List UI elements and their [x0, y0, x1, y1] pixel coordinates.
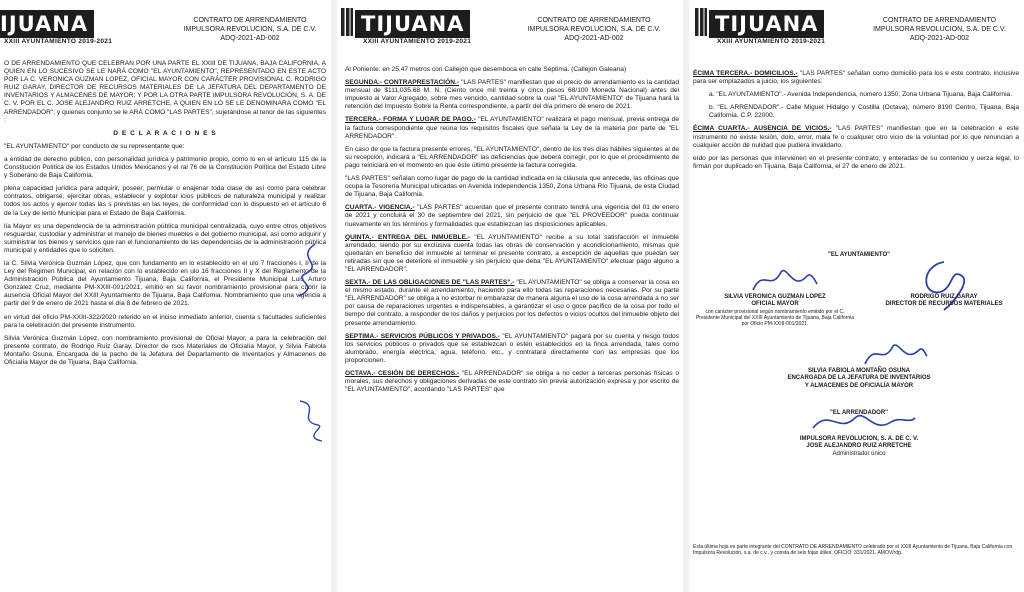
- clause-text: "EL AYUNTAMIENTO" recibe a su total satisfacción el inmueble arrendado, siendo por su exclusiva cuenta todas las obras de conservación y acondicionamiento, mismas que quedarán en beneficio del inmueble al terminar el presente contrato, a excepción de aquellas que puedan ser retiradas sin que se deteriore el inmueble y sin perjuicio que deba "EL AYUNTAMIENTO" efectuar pago alguno a "EL ARRENDADOR".: [345, 233, 679, 273]
- page-header: [0, 6, 331, 56]
- tower-logo-icon: [695, 8, 707, 36]
- contract-code: ADQ-2021-AD-002: [220, 35, 280, 42]
- page-header: [337, 6, 683, 56]
- clause-tercera-3: "LAS PARTES" señalan como lugar de pago de la cantidad indicada en la cláusula que antecede, las oficinas que ocupa la Tesorería Municipal ubicadas en Avenida Independencia 1350, Zona Urbana Río Tijuana, de esta Ciudad de Tijuana, Baja California.: [345, 175, 679, 199]
- tijuana-logo: IJUANA: [0, 10, 94, 38]
- contract-company: IMPULSORA REVOLUCION, S.A. DE C.V.: [873, 26, 1006, 33]
- tijuana-logo: TIJUANA: [709, 10, 824, 38]
- clause-title: QUINTA.- ENTREGA DEL INMUEBLE.-: [345, 233, 471, 241]
- domicilio-a: a. "EL AYUNTAMIENTO".- Avenida Independencia, número 1350, Zona Urbana Tijuana, Baja California.: [709, 91, 1013, 99]
- page-2-body: [345, 66, 679, 399]
- declaration-1: a entidad de derecho público, con personalidad jurídica y patrimonio propio, como lo en el artículo 115 de la Constitución Política de los Estados Unidos Mexicanos y el ral 76 de la Constitución Política del Estado Libre y Soberano de Baja California.: [4, 155, 326, 180]
- clause-segunda: [345, 79, 679, 111]
- contract-page-3: [689, 0, 1024, 592]
- ayuntamiento-subtitle: XXIII AYUNTAMIENTO 2019-2021: [363, 38, 472, 45]
- signatory-montano: [759, 368, 959, 390]
- signatory-company: IMPULSORA REVOLUCION, S. A. DE C. V.: [799, 436, 919, 442]
- clause-text: "LAS PARTES" manifiestan que el precio de arrendamiento es la cantidad mensual de $111,035.68 M. N. (Ciento once mil treinta y cinco pesos 68/100 Moneda Nacional) antes del Impuesto al Valor Agregado, sobre mes vencido, cantidad sobre la cual "EL AYUNTAMIENTO" de Tijuana hará la retención del Impuesto Sobre la Renta correspondiente, a partir del día primero de enero de 2021.: [345, 79, 679, 111]
- signatory-name: SILVIA VERONICA GUZMAN LOPEZ: [724, 294, 826, 300]
- clause-title: ÉCIMA TERCERA.- DOMICILIOS.-: [693, 70, 798, 77]
- signature-montano: [859, 338, 929, 372]
- clause-text: "LAS PARTES" señalan como domicilio para los e este contrato, inclusive para ser emplazados a juicio, los siguientes:: [693, 70, 1019, 86]
- footnote: Esta última hoja es parte integrante del CONTRATO DE ARRENDAMIENTO celebrado por el XXIII Ayuntamiento de Tijuana, Baja California con Impulsora Revolución, s.a. de c.v., y consta de seis fojas útiles. OFICIO: 331/2021. AMOV/rdg.: [693, 544, 1013, 556]
- clause-text: "EL ARRENDADOR" se obliga a no ceder a terceras personas físicas o morales, sus derechos y obligaciones derivadas de este contrato sin previa autorización expresa y por escrito de "EL AYUNTAMIENTO", acordando "LAS PARTES" que: [345, 370, 679, 394]
- clause-text: "EL AYUNTAMIENTO" realizará el pago mensual, previa entrega de la factura correspondiente que reúna los requisitos fiscales que señala la Ley de la materia por parte de "EL ARRENDADOR".: [345, 116, 679, 140]
- tower-logo-icon: [341, 8, 353, 36]
- domicilio-b: b. "EL ARRENDADOR".- Calle Miguel Hidalgo y Costilla (Octava), número 8190 Centro, Tijuana, Baja California, C.P. 22000.: [709, 104, 1019, 120]
- declaration-5: en virtud del oficio PM-XXIII-322/2020 referido en el inciso inmediato anterior, cuenta s facultades suficientes para la celebración del presente instrumento.: [4, 313, 326, 329]
- signatory-ruiz-garay: [869, 294, 1019, 309]
- clause-cuarta: [345, 204, 679, 228]
- clause-sexta: [345, 279, 679, 328]
- clause-decima-cuarta: [693, 125, 1019, 149]
- contract-company: IMPULSORA REVOLUCION, S.A. DE C.V.: [183, 26, 317, 33]
- clause-tercera-2: En caso de que la factura presente errores, "EL AYUNTAMIENTO", dentro de los tres días hábiles siguientes al de su recepción, indicará a "EL ARRENDADOR" las deficiencias que deberá corregir, por lo que el procedimiento de pago reiniciará en el momento en que éste último presente la factura corregida.: [345, 145, 679, 169]
- page-header: [689, 6, 1024, 56]
- clause-text: "EL AYUNTAMIENTO" pagará por su cuenta y riesgo todos los servicios públicos o privados que se establezcan o estén establecidos en la finca arrendada, tales como alumbrado, energía eléctrica, agua, teléfono, etc., y contratará directamente con las empresas que los proporcionen.: [345, 332, 679, 364]
- tijuana-logo: TIJUANA: [355, 10, 470, 38]
- signatory-note: con carácter provisional según nombramiento emitido por el C. Presidente Municipal del XXIII Ayuntamiento de Tijuana, Baja California por Oficio PM-XXIII-001/2021.: [695, 308, 855, 327]
- declaration-6: Silvia Verónica Guzmán López, con nombramiento provisional de Oficial Mayor, a para la celebración del presente contrato, de Rodrigo Ruiz Garay, Director de rsos Materiales de Oficialía Mayor, y Silvia Fabiola Montaño Osuna, Encargada de la pacho de la Jefatura del Departamento de Inventarios y Almacenes de Oficialía Mayor de de Tijuana, Baja California.: [4, 334, 326, 366]
- clause-title: CUARTA.- VIGENCIA.-: [345, 204, 415, 212]
- page-3-body: [693, 70, 1019, 176]
- contract-page-2: [337, 0, 683, 592]
- declaraciones-heading: D E C L A R A C I O N E S: [113, 129, 217, 137]
- ayuntamiento-subtitle: XXIII AYUNTAMIENTO 2019-2021: [717, 38, 826, 45]
- declaration-3: lía Mayor es una dependencia de la administración pública municipal centralizada, cuyo entre otros objetivos resguardar, custodiar y administrar el manejo de bienes muebles e del gobierno municipal, así como adquirir y suministrar los bienes y servicios que ran el funcionamiento de las dependencias de la administración pública municipal y entidades que lo soliciten.: [4, 222, 326, 254]
- signatory-name: RODRIGO RUIZ GARAY: [910, 294, 978, 300]
- declaration-2: plena capacidad jurídica para adquirir, poseer, permutar o enajenar toda clase de así como para celebrar contratos, obligarse, ejercitar obras, establecer y explotar icios públicos de naturaleza municipal y realizar todos los actos y ejercer todas las s previstas en las leyes, de conformidad con lo dispuesto en el artículo 6 de la Ley de iento Municipal para el Estado de Baja California.: [4, 185, 326, 217]
- contract-code: ADQ-2021-AD-002: [564, 35, 624, 42]
- declaration-4: la C. Silvia Verónica Guzmán López, que con fundamento en lo establecido en el ulo 7 fracciones I, II de la Ley del Régimen Municipal, en relación con lo establecido en ulo 16 fracciones II y X del Reglamento de la Administración Pública del Ayuntamiento Tijuana, Baja California, el Presidente Municipal Luis Arturo González Cruz, mediante PM-XXIII-001/2021, emitió en su favor nombramiento provisional para cubrir la ausencia Oficial Mayor del XXIII Ayuntamiento de Tijuana, Baja California. Nombramiento que una vigencia a partir del 9 de enero de 2021 hasta el día 8 de febrero de 2021.: [4, 259, 326, 308]
- contract-reference: [170, 16, 330, 43]
- page-1-body: [4, 60, 326, 372]
- signatory-role: DIRECTOR DE RECURSOS MATERIALES: [885, 301, 1003, 308]
- signatory-role: OFICIAL MAYOR: [751, 301, 799, 308]
- declaration-i: "EL AYUNTAMIENTO" por conducto de su representante que:: [4, 142, 185, 150]
- contract-page-1: [0, 0, 331, 592]
- clause-title: SEGUNDA.- CONTRAPRESTACIÓN.-: [345, 79, 460, 87]
- clause-septima: [345, 333, 679, 365]
- signatory-guzman: [695, 294, 855, 327]
- signatory-name: JOSE ALEJANDRO RUIZ ARRETCHE: [806, 443, 912, 450]
- contract-reference: [857, 16, 1022, 43]
- signature-guzman: [749, 262, 819, 298]
- clause-title: SEXTA.- DE LAS OBLIGACIONES DE "LAS PARTES".-: [345, 279, 515, 287]
- clause-text: "LAS PARTES" acuerdan que el presente contrato tendrá una vigencia del 01 de enero de 2021 y concluirá el 30 de septiembre del 2021, sin perjuicio de que "EL PROVEEDOR" pueda continuar nuevamente en los términos y formalidades que establezcan las disposiciones aplicables.: [345, 204, 679, 228]
- clause-title: ÉCIMA CUARTA.- AUSENCIA DE VICIOS.-: [693, 125, 832, 133]
- signatory-role: Y ALMACENES DE OFICIALÍA MAYOR: [804, 382, 914, 389]
- intro-paragraph: O DE ARRENDAMIENTO QUE CELEBRAN POR UNA PARTE EL XXIII DE TIJUANA, BAJA CALIFORNIA, A QUIEN EN LO SUCESIVO SE LE NARÁ COMO "EL AYUNTAMIENTO", REPRESENTADO EN ESTE ACTO POR LA C. VERONICA GUZMAN LOPEZ, OFICIAL MAYOR CON CARÁCTER PROVISIONAL C. RODRIGO RUIZ GARAY, DIRECTOR DE RECURSOS MATERIALES DE LA JEFATURA DEL DEPARTAMENTO DE INVENTARIOS Y ALMACENES DE MAYOR; Y POR LA OTRA PARTE IMPULSORA REVOLUCION, S. A. DE C. V. POR EL C. JOSE ALEJANDRO RUIZ ARRETCHE, A QUIEN EN LO SE LE DENOMINARA COMO "EL ARRENDADOR"; y quienes conjunto se le ARÁ COMO "LAS PARTES", sujetándose al tenor de las siguientes :: [4, 60, 326, 124]
- clause-decima-tercera: [693, 70, 1019, 86]
- clause-quinta: [345, 234, 679, 274]
- clause-title: TERCERA.- FORMA Y LUGAR DE PAGO.-: [345, 116, 476, 124]
- signatory-role: Administrador único: [832, 450, 886, 457]
- signatory-ruiz-arretche: [759, 436, 959, 458]
- clause-text: "LAS PARTES" manifiestan que en la celebración e este instrumento no existe lesión, dolo, error, mala fe o cualquier otro vicio de la voluntad por lo que renuncian a cualquier acción de nulidad que pudiera invalidarlo.: [693, 125, 1019, 149]
- clause-tercera: [345, 116, 679, 140]
- contract-title: CONTRATO DE ARRENDAMIENTO: [193, 17, 307, 24]
- closing-paragraph: eído por las personas que intervienen en el presente contrato, y enteradas de su contenido y uerza legal, lo firman por duplicado en Tijuana, Baja California, el 27 de enero de 2021.: [693, 154, 1019, 170]
- clause-title: OCTAVA.- CESIÓN DE DERECHOS.-: [345, 370, 460, 377]
- margin-signature-2: [292, 395, 330, 445]
- signatory-role: ENCARGADA DE LA JEFATURA DE INVENTARIOS: [787, 375, 931, 382]
- poniente-paragraph: Al Poniente: en 25.47 metros con Callejón que desemboca en calle Séptima. (Callejón Galeana): [345, 66, 627, 73]
- contract-code: ADQ-2021-AD-002: [909, 35, 970, 42]
- contract-reference: [509, 16, 679, 43]
- clause-text: "EL AYUNTAMIENTO" se obliga a conservar la cosa en el mismo estado, durante el arrendamiento, haciendo para ello todas las reparaciones necesarias. Por su parte "EL ARRENDADOR" se obliga a no estorbar ni embarazar de manera alguna el uso de la cosa arrendada a no ser por causa de reparaciones urgentes e indispensables, a garantizar el uso o goce pacífico de la cosa por todo el tiempo del contrato, a responder de los daños y perjuicios por los defectos o vicios ocultos del inmueble objeto del presente arrendamiento.: [345, 279, 680, 327]
- signatory-name: SILVIA FABIOLA MONTAÑO OSUNA: [808, 368, 910, 374]
- arrendador-label: "EL ARRENDADOR": [829, 410, 889, 416]
- contract-title: CONTRATO DE ARRENDAMIENTO: [882, 17, 997, 24]
- contract-title: CONTRATO DE ARRENDAMIENTO: [537, 17, 651, 24]
- clause-title: SEPTIMA.- SERVICIOS PÚBLICOS Y PRIVADOS.-: [345, 332, 500, 340]
- contract-company: IMPULSORA REVOLUCION, S.A. DE C.V.: [527, 26, 661, 33]
- ayuntamiento-label: "EL AYUNTAMIENTO": [828, 252, 890, 258]
- clause-octava: [345, 370, 679, 394]
- ayuntamiento-subtitle: XXIII AYUNTAMIENTO 2019-2021: [4, 38, 113, 45]
